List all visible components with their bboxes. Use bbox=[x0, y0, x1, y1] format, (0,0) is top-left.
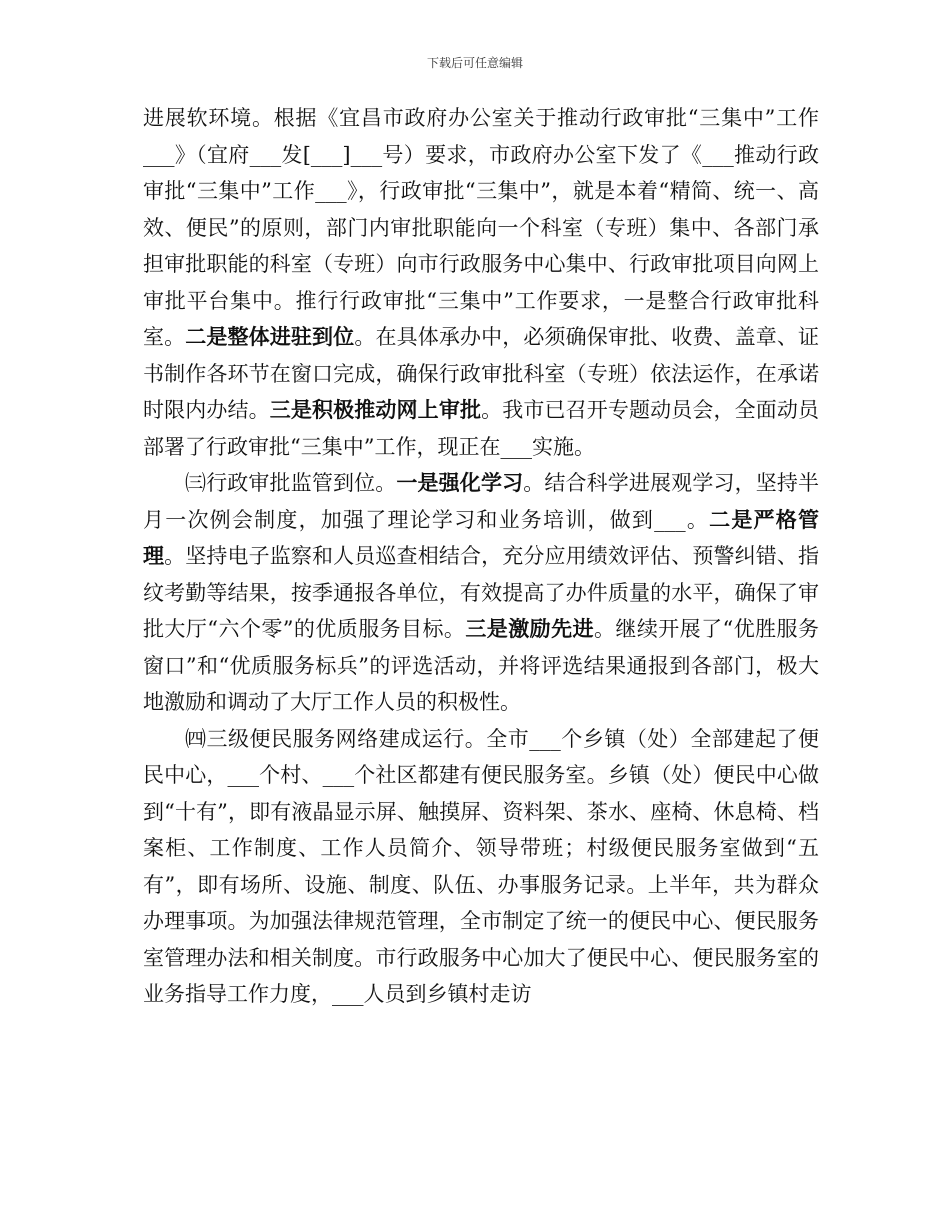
text-run: 。在具体承办中，必须确保审批、收费、盖章、证书制作各环节在窗口完成，确保行政审批科室（专班）依法运作，在承诺时限内办结。 bbox=[143, 325, 820, 422]
paragraph-2 bbox=[143, 465, 819, 721]
document-body bbox=[143, 100, 819, 1013]
text-run: ㈣三级便民服务网络建成运行。全市___个乡镇（处）全部建起了便民中心，___个村、___个社区都建有便民服务室。乡镇（处）便民中心做到“十有”，即有液晶显示屏、触摸屏、资料架、茶水、座椅、休息椅、档案柜、工作制度、工作人员简介、领导带班；村级便民服务室做到“五有”，即有场所、设施、制度、队伍、办事服务记录。上半年，共为群众办理事项。为加强法律规范管理，全市制定了统一的便民中心、便民服务室管理办法和相关制度。市行政服务中心加大了便民中心、便民服务室的业务指导工作力度，___人员到乡镇村走访 bbox=[143, 726, 819, 1006]
paragraph-1 bbox=[143, 100, 819, 465]
text-run: 。继续开展了“优胜服务窗口”和“优质服务标兵”的评选活动，并将评选结果通报到各部门，极大地激励和调动了大厅工作人员的积极性。 bbox=[143, 617, 819, 714]
bold-text-run: 三是积极推动网上审批 bbox=[269, 397, 482, 422]
text-run: 进展软环境。根据《宜昌市政府办公室关于推动行政审批“三集中”工作___》（宜府___发[___]___号）要求，市政府办公室下发了《___推动行政审批“三集中”工作___》，行政审批“三集中”，就是本着“精简、统一、高效、便民”的原则，部门内审批职能向一个科室（专班）集中、各部门承担审批职能的科室（专班）向市行政服务中心集中、行政审批项目向网上审批平台集中。推行行政审批“三集中”工作要求，一是整合行政审批科室。 bbox=[143, 106, 819, 349]
text-run: 。结合科学进展观学习，坚持半月一次例会制度，加强了理论学习和业务培训，做到___。 bbox=[143, 471, 820, 532]
text-run: ㈢行政审批监管到位。 bbox=[185, 471, 397, 495]
bold-text-run: 一是强化学习 bbox=[396, 470, 524, 495]
text-run: 。我市已召开专题动员会，全面动员部署了行政审批“三集中”工作，现正在___实施。 bbox=[143, 398, 820, 459]
bold-text-run: 三是激励先进 bbox=[465, 616, 594, 641]
bold-text-run: 二是整体进驻到位 bbox=[185, 324, 355, 349]
page-header-note: 下载后可任意编辑 bbox=[426, 56, 523, 70]
bold-text-run: 二是严格管理 bbox=[143, 506, 820, 568]
text-run: 。坚持电子监察和人员巡查相结合，充分应用绩效评估、预警纠错、指纹考勤等结果，按季通报各单位，有效提高了办件质量的水平，确保了审批大厅“六个零”的优质服务目标。 bbox=[143, 544, 820, 641]
paragraph-3 bbox=[143, 721, 819, 1013]
